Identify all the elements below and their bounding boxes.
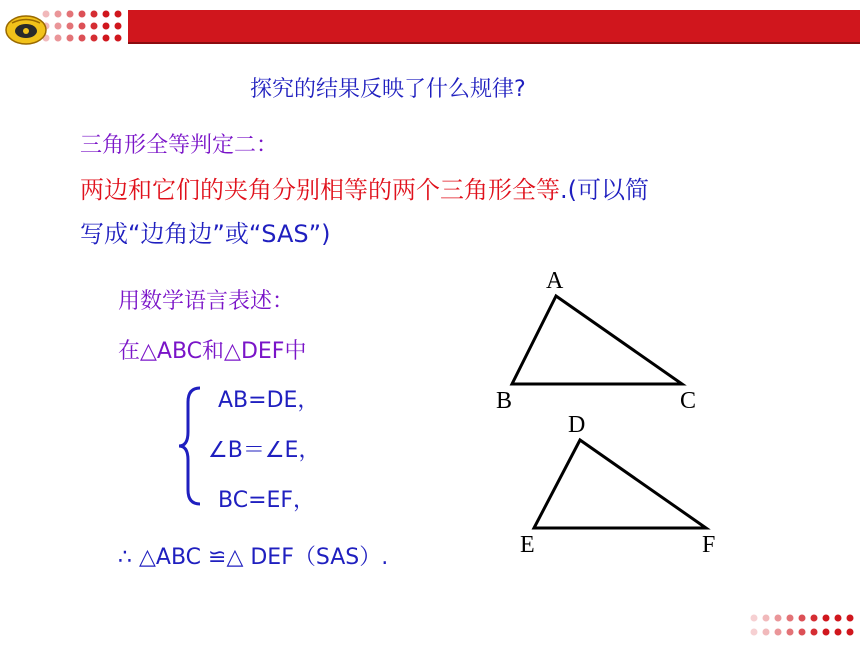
theorem-statement-line1 xyxy=(80,170,649,205)
logo-icon xyxy=(4,14,48,46)
math-context: 在△ABC和△DEF中 xyxy=(118,339,307,364)
condition-2: ∠B＝∠E， xyxy=(208,438,321,463)
vertex-label-f: F xyxy=(702,532,716,558)
theorem-statement-tail: .(可以简 xyxy=(560,176,649,204)
vertex-label-d: D xyxy=(568,412,586,438)
vertex-label-c: C xyxy=(680,388,697,414)
triangle-def xyxy=(534,440,706,528)
conclusion: ∴ △ABC ≌△ DEF（SAS）. xyxy=(118,545,389,570)
header-bar xyxy=(128,10,860,42)
brace-icon xyxy=(176,384,206,508)
question-title: 探究的结果反映了什么规律? xyxy=(250,77,526,102)
condition-1: AB=DE， xyxy=(218,388,320,413)
triangle-abc xyxy=(512,296,682,384)
theorem-statement-main: 两边和它们的夹角分别相等的两个三角形全等 xyxy=(80,176,560,204)
theorem-title: 三角形全等判定二： xyxy=(80,133,279,158)
theorem-statement-line2: 写成“边角边”或“SAS”) xyxy=(80,220,331,248)
vertex-label-b: B xyxy=(496,388,513,414)
math-intro: 用数学语言表述： xyxy=(118,289,295,314)
condition-3: BC=EF， xyxy=(218,488,316,513)
vertex-label-a: A xyxy=(546,268,564,294)
vertex-label-e: E xyxy=(520,532,535,558)
header-dots-decoration xyxy=(40,8,126,44)
footer-dots-decoration xyxy=(748,612,858,642)
